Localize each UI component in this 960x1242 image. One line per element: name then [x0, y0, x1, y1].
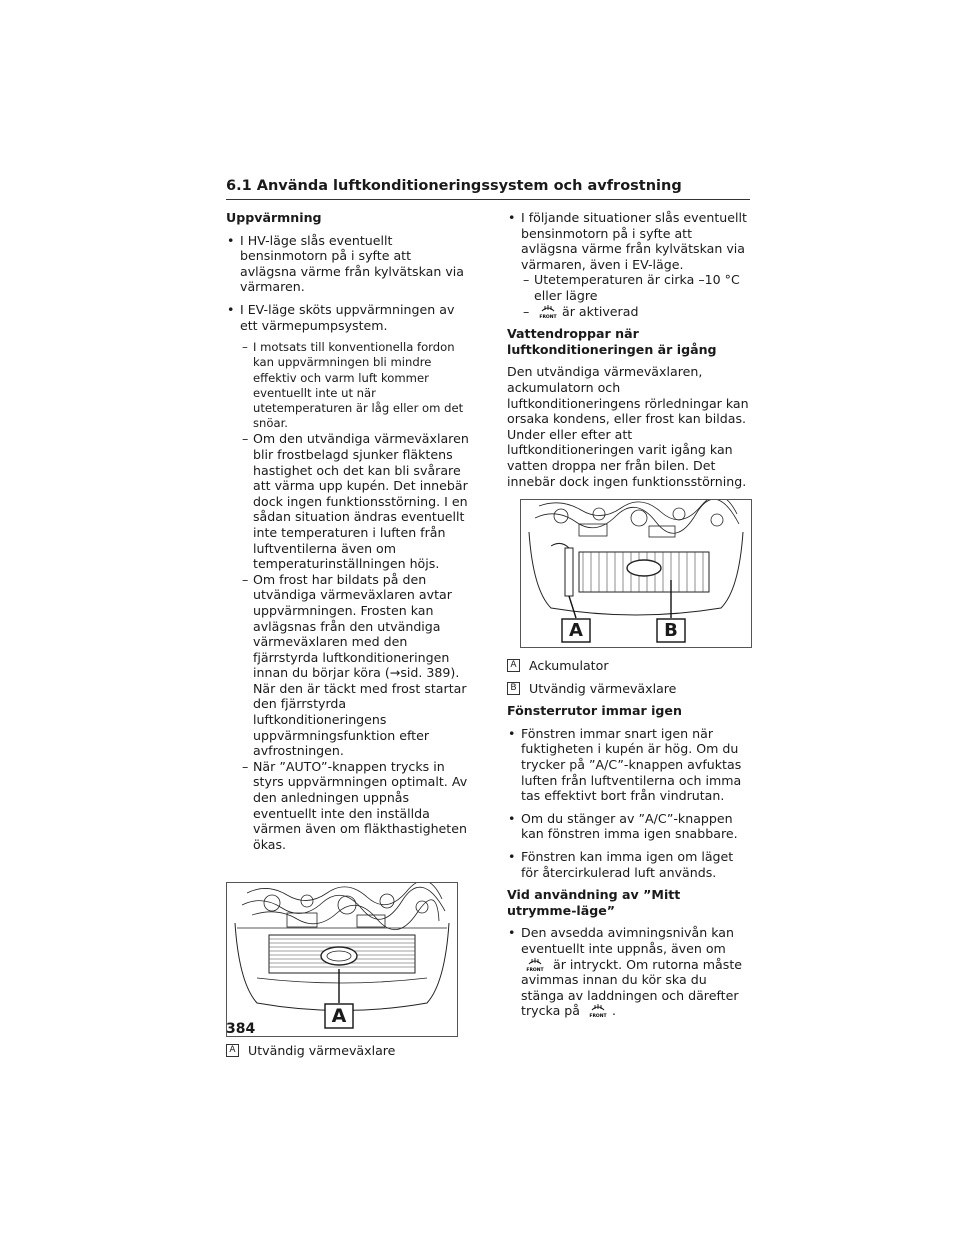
bullet-situations: • I följande situationer slås eventuellt bensinmotorn på i syfte att avlägsna värme från kylvätskan via värmaren, även i EV-läge. [507, 210, 751, 272]
front-defroster-icon-label: FRONT [526, 967, 544, 972]
front-defroster-icon [588, 1003, 608, 1018]
my-room-text-2: är intryckt. Om rutorna måste avimmas innan du kör ska du stänga av laddningen och därefter trycka på [521, 956, 743, 1019]
my-room-text-3: . [612, 1003, 617, 1019]
sub-item-conventional: – I motsats till konventionella fordon kan uppvärmningen bli mindre effektiv och varm luft kommer eventuellt inte ut när utetemperaturen är låg eller om det snöar. [242, 340, 464, 431]
para-water-drops: Den utvändiga värmeväxlaren, ackumulatorn och luftkonditioneringens rörledningar kan orsaka kondens, eller frost kan bildas. Under eller efter att luftkonditioneringen varit igång kan vatten droppa ner från bilen. Det innebär dock ingen funktionsstörning. [507, 364, 749, 489]
my-room-text-1: Den avsedda avimningsnivån kan eventuellt inte uppnås, även om [521, 925, 734, 956]
sub-item-conventional-text: I motsats till konventionella fordon kan uppvärmningen bli mindre effektiv och varm luft kommer eventuellt inte ut när utetemperaturen är låg eller om det snöar. [253, 340, 464, 431]
sit-sub-front-defrost-text: är aktiverad [562, 303, 639, 319]
sub-item-frost-fan: – Om den utvändiga värmeväxlaren blir frostbelagd sjunker fläktens hastighet och det kan bli svårare att värma upp kupén. Det innebär dock ingen funktionsstörning. I en sådan situation ändras eventuellt inte temperaturen i luften från luftventilerna även om temperaturinställningen höjs. [242, 431, 469, 572]
figure-2-callout-a: A [569, 620, 583, 642]
front-defroster-icon [525, 957, 545, 972]
front-defroster-icon-label: FRONT [589, 1014, 607, 1019]
front-end-illustration-2 [521, 500, 751, 647]
bullet-fog-ac-off: • Om du stänger av ”A/C”-knappen kan fönstren imma igen snabbare. [507, 811, 751, 842]
bullet-hv-mode: • I HV-läge slås eventuellt bensinmotorn på i syfte att avlägsna värme från kylvätskan via värmaren. [226, 233, 470, 295]
figure-1-callout-a: A [331, 1005, 347, 1028]
sit-sub-temperature: – Utetemperaturen är cirka –10 °C eller lägre [523, 272, 740, 303]
bullet-fog-humidity: • Fönstren immar snart igen när fuktigheten i kupén är hög. Om du trycker på ”A/C”-knappen avfuktas luften från luftventilerna och imma tas effektivt bort från vindrutan. [507, 726, 751, 804]
figure-2-callout-b: B [664, 620, 678, 642]
page-number: 384 [226, 1021, 256, 1037]
ev-sub-list [226, 340, 470, 852]
bullet-ev-mode-text: I EV-läge sköts uppvärmningen av ett värmepumpsystem. [240, 301, 455, 333]
sub-item-frost-fan-text: Om den utvändiga värmeväxlaren blir frostbelagd sjunker fläktens hastighet och det kan bli svårare att värma upp kupén. Det innebär dock ingen funktionsstörning. I en sådan situation ändras eventuellt inte temperaturen i luften från luftventilerna även om temperaturinställningen höjs. [253, 431, 469, 572]
section-title: 6.1 Använda luftkonditioneringssystem och avfrostning [226, 178, 682, 194]
caption-accumulator-box: A [507, 659, 520, 672]
right-column [507, 210, 751, 1026]
caption-row-accumulator [507, 658, 751, 674]
caption-a-box: A [226, 1044, 239, 1057]
caption-heat-exchanger-text: Utvändig värmeväxlare [529, 680, 677, 696]
left-column [226, 210, 470, 1066]
situations-sub-list [507, 272, 751, 319]
heading-my-room-mode: Vid användning av ”Mitt utrymme-läge” [507, 887, 681, 918]
sub-item-frost-removal: – Om frost har bildats på den utvändiga värmeväxlaren avtar uppvärmningen. Frosten kan avlägsnas från den utvändiga värmeväxlaren med den fjärrstyrda luftkonditioneringen innan du börjar köra (→sid. 389). När den är täckt med frost startar den fjärrstyrda luftkonditioneringens uppvärmningsfunktion efter avfrostningen. [242, 571, 467, 759]
caption-a-text: Utvändig värmeväxlare [248, 1043, 396, 1059]
bullet-my-room-mode [507, 925, 751, 1019]
sub-item-frost-removal-text: Om frost har bildats på den utvändiga värmeväxlaren avtar uppvärmningen. Frosten kan avlägsnas från den utvändiga värmeväxlaren med den fjärrstyrda luftkonditioneringen innan du börjar köra (→sid. 389). När den är täckt med frost startar den fjärrstyrda luftkonditioneringens uppvärmningsfunktion efter avfrostningen. [253, 571, 467, 759]
sub-item-auto-button: – När ”AUTO”-knappen trycks in styrs uppvärmningen optimalt. Av den anledningen uppnås eventuellt inte den inställda värmen även om fläkthastigheten ökas. [242, 758, 468, 852]
front-defroster-icon [538, 304, 558, 319]
sit-sub-temperature-text: Utetemperaturen är cirka –10 °C eller lägre [534, 272, 740, 303]
bullet-fog-recirculation: • Fönstren kan imma igen om läget för återcirkulerad luft används. [507, 849, 751, 880]
header-rule [226, 199, 750, 200]
caption-row-a [226, 1043, 470, 1059]
sub-item-auto-button-text: När ”AUTO”-knappen trycks in styrs uppvärmningen optimalt. Av den anledningen uppnås eventuellt inte den inställda värmen även om fläkthastigheten ökas. [253, 758, 468, 852]
caption-accumulator-text: Ackumulator [529, 658, 609, 674]
heading-water-drops: Vattendroppar när luftkonditioneringen är igång [507, 326, 717, 357]
bullet-ev-mode [226, 302, 470, 333]
heading-window-fog: Fönsterrutor immar igen [507, 703, 682, 719]
figure-heat-exchanger [226, 882, 458, 1037]
front-defroster-icon-label: FRONT [539, 314, 557, 319]
sit-sub-front-defrost: – FRONT är aktiverad [523, 303, 639, 319]
figure-accumulator [520, 499, 752, 648]
caption-row-heat-exchanger [507, 681, 751, 697]
caption-heat-exchanger-box: B [507, 682, 520, 695]
heading-heating: Uppvärmning [226, 210, 322, 225]
